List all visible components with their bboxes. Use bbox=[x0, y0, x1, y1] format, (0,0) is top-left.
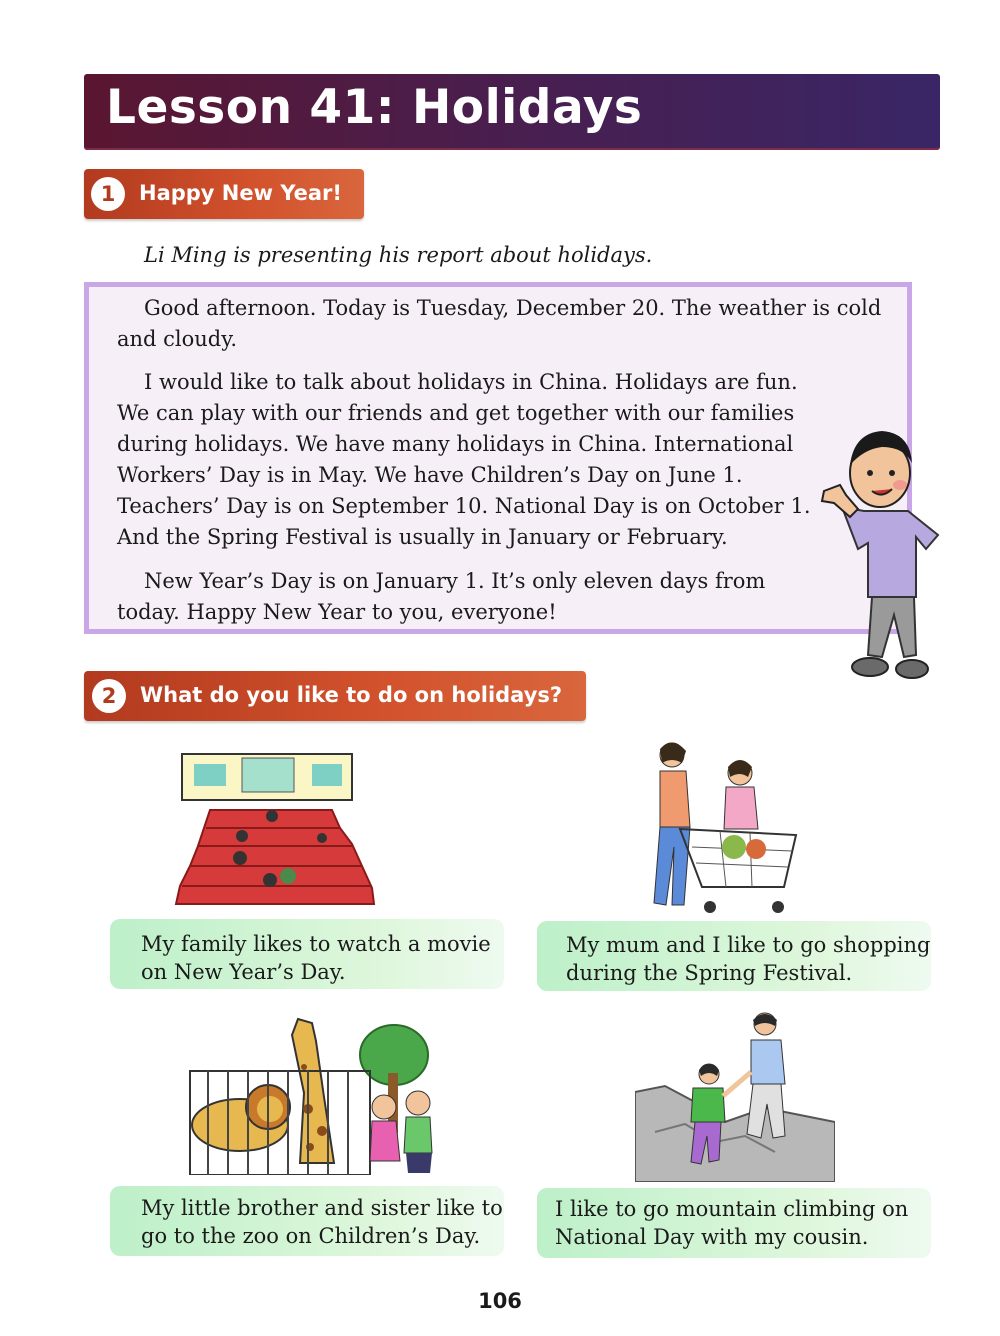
report-paragraph-2-line-6: And the Spring Festival is usually in January or February. bbox=[117, 525, 728, 549]
lesson-title: Lesson 41: Holidays bbox=[106, 80, 643, 135]
report-paragraph-1-line-2: and cloudy. bbox=[117, 327, 238, 351]
caption-movie-line-2: on New Year’s Day. bbox=[141, 960, 346, 984]
shopping-illustration bbox=[630, 737, 800, 917]
section-1-number: 1 bbox=[91, 177, 125, 211]
report-paragraph-2-line-2: We can play with our friends and get together with our families bbox=[117, 401, 795, 425]
report-paragraph-2-line-3: during holidays. We have many holidays in China. International bbox=[117, 432, 794, 456]
caption-shopping-line-2: during the Spring Festival. bbox=[566, 961, 853, 985]
page-number: 106 bbox=[478, 1289, 522, 1313]
caption-climbing-line-1: I like to go mountain climbing on bbox=[555, 1197, 909, 1221]
caption-zoo-line-2: go to the zoo on Children’s Day. bbox=[141, 1224, 481, 1248]
section-2-title: What do you like to do on holidays? bbox=[140, 683, 563, 707]
boy-presenting-illustration bbox=[812, 425, 952, 690]
report-paragraph-3-line-1: New Year’s Day is on January 1. It’s only eleven days from bbox=[144, 569, 766, 593]
report-paragraph-3-line-2: today. Happy New Year to you, everyone! bbox=[117, 600, 557, 624]
caption-shopping-line-1: My mum and I like to go shopping bbox=[566, 933, 931, 957]
report-paragraph-2-line-1: I would like to talk about holidays in China. Holidays are fun. bbox=[144, 370, 798, 394]
zoo-illustration bbox=[188, 1013, 438, 1175]
section-1-title: Happy New Year! bbox=[139, 181, 342, 205]
mountain-climbing-illustration bbox=[635, 1012, 835, 1182]
report-paragraph-2-line-4: Workers’ Day is in May. We have Children’s Day on June 1. bbox=[117, 463, 743, 487]
report-paragraph-2-line-5: Teachers’ Day is on September 10. National Day is on October 1. bbox=[117, 494, 811, 518]
section-2-number: 2 bbox=[92, 679, 126, 713]
caption-zoo-line-1: My little brother and sister like to bbox=[141, 1196, 503, 1220]
caption-movie-line-1: My family likes to watch a movie bbox=[141, 932, 491, 956]
cinema-illustration bbox=[172, 748, 382, 910]
caption-climbing-line-2: National Day with my cousin. bbox=[555, 1225, 869, 1249]
report-intro: Li Ming is presenting his report about holidays. bbox=[144, 243, 653, 267]
report-paragraph-1-line-1: Good afternoon. Today is Tuesday, December 20. The weather is cold bbox=[144, 296, 882, 320]
